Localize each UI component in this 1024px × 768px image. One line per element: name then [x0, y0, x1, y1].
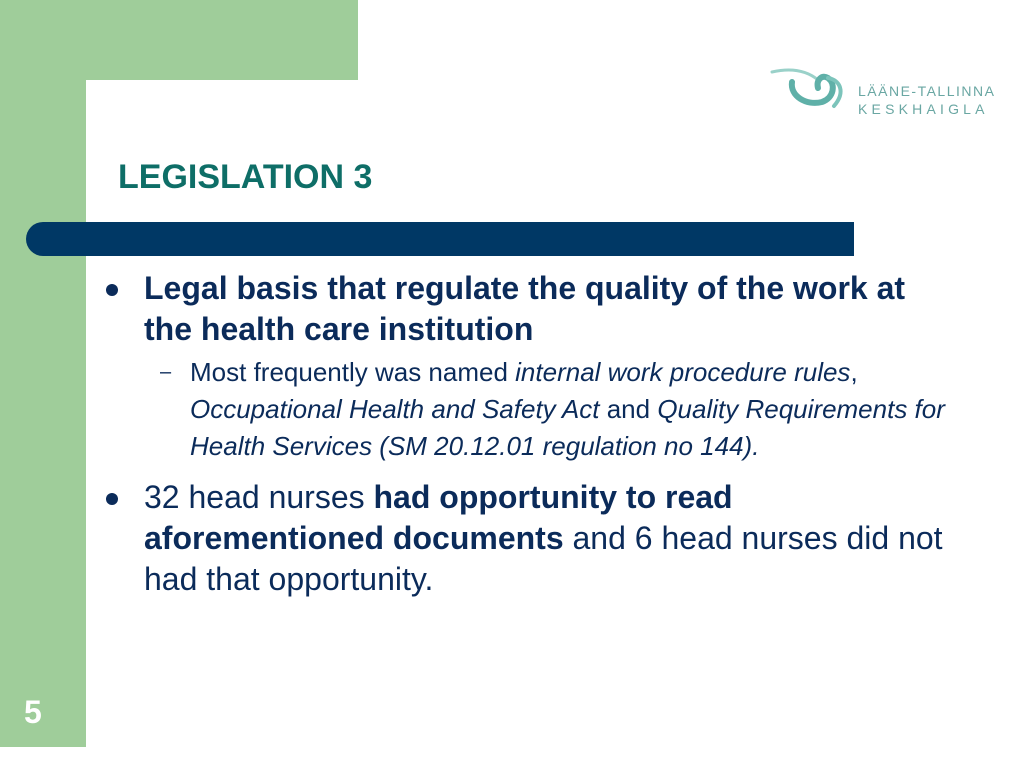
- sub-part-6: Quality Requirements for Health Services (SM 20.12.01 regulation no 144).: [190, 394, 945, 461]
- bullet-2-part-3: and 6 head nurses did not had that opportunity.: [144, 520, 943, 597]
- hospital-logo: [770, 62, 1010, 122]
- bullet-dot-icon: [106, 493, 118, 505]
- slide-title: LEGISLATION 3: [118, 158, 373, 196]
- sub-part-1: Most frequently was named: [190, 357, 516, 387]
- bullet-1-bold: Legal basis that regulate the quality of the work at the health care institution: [144, 270, 906, 347]
- green-top-bar: [0, 0, 358, 80]
- green-left-bar: [0, 0, 86, 747]
- sub-part-2: internal work procedure rules: [515, 357, 851, 387]
- title-divider-bar: [26, 222, 854, 256]
- logo-text: [858, 82, 995, 118]
- sub-part-4: Occupational Health and Safety Act: [190, 394, 600, 424]
- sub-text-1: [190, 354, 950, 465]
- slide-number: 5: [24, 694, 42, 730]
- dash-icon: –: [160, 361, 172, 383]
- bullet-text-1: [144, 268, 944, 350]
- bullet-2-part-1: 32 head nurses: [144, 479, 374, 515]
- bullet-dot-icon: [106, 284, 118, 296]
- bullet-item-2: [106, 477, 966, 600]
- sub-item-1: [160, 354, 966, 465]
- bullet-item-1: [106, 268, 966, 350]
- logo-line-1: LÄÄNE-TALLINNA: [858, 83, 996, 99]
- sub-part-3: ,: [850, 357, 858, 387]
- logo-line-2: KESKHAIGLA: [858, 101, 989, 117]
- heart-swirl-icon: [770, 62, 854, 122]
- sub-part-5: and: [599, 394, 658, 424]
- bullet-text-2: [144, 477, 944, 600]
- bullet-2-part-2: had opportunity to read aforementioned documents: [144, 479, 733, 556]
- slide-content: [106, 268, 966, 600]
